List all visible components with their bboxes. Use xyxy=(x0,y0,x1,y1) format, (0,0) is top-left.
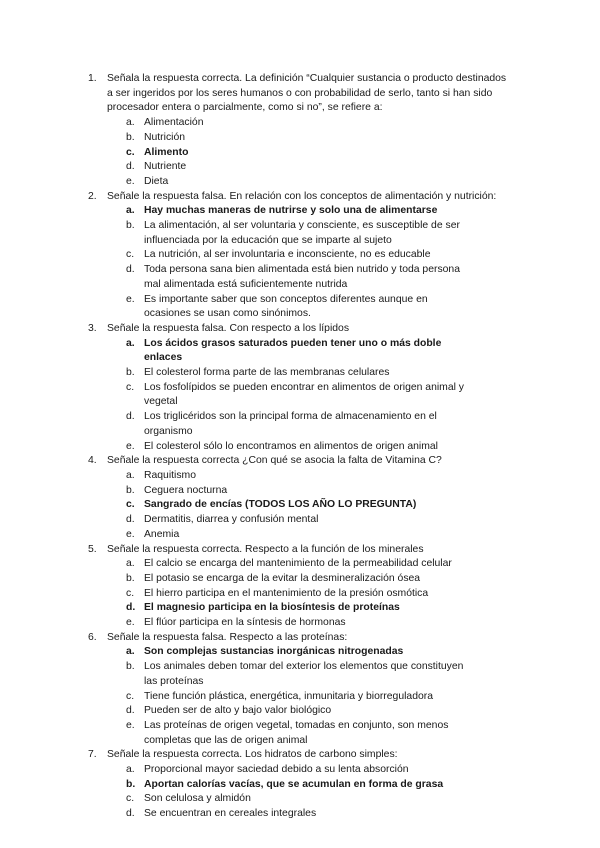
option-c-answer xyxy=(107,498,467,513)
question-number: 2. xyxy=(88,190,97,202)
option-b xyxy=(107,131,467,146)
option-c xyxy=(107,381,467,410)
option-e xyxy=(107,293,467,322)
option-text: Pueden ser de alto y bajo valor biológico xyxy=(144,705,332,717)
question-text: Señale la respuesta correcta. Los hidratos de carbono simples: xyxy=(107,749,398,761)
option-letter: a. xyxy=(126,646,135,658)
option-b xyxy=(107,366,467,381)
option-text: La alimentación, al ser voluntaria y consciente, es susceptible de ser influenciada por la educación que se imparte al sujeto xyxy=(144,220,460,246)
option-list xyxy=(107,337,467,455)
question-text: Señala la respuesta correcta. La definición “Cualquier sustancia o producto destinados a ser ingeridos por los seres humanos o con probabilidad de serlo, tanto si han sido procesador entera o parcialmente, como si no”, se refiere a: xyxy=(107,73,507,114)
option-letter: a. xyxy=(126,205,135,217)
option-letter: d. xyxy=(126,411,135,423)
option-letter: c. xyxy=(126,249,135,261)
option-e xyxy=(107,616,467,631)
option-a xyxy=(107,116,467,131)
option-a-answer xyxy=(107,204,467,219)
option-text: Los triglicéridos son la principal forma de almacenamiento en el organismo xyxy=(144,411,437,437)
option-letter: c. xyxy=(126,381,135,393)
option-letter: b. xyxy=(126,131,135,143)
option-text: Son celulosa y almidón xyxy=(144,793,251,805)
option-text: El potasio se encarga de la evitar la desmineralización ósea xyxy=(144,572,421,584)
option-a-answer xyxy=(107,337,467,366)
option-letter: b. xyxy=(126,572,135,584)
option-letter: e. xyxy=(126,617,135,629)
option-list xyxy=(107,204,467,322)
option-letter: c. xyxy=(126,499,135,511)
option-text: El hierro participa en el mantenimiento de la presión osmótica xyxy=(144,587,429,599)
option-letter: e. xyxy=(126,293,135,305)
option-letter: a. xyxy=(126,469,135,481)
option-c xyxy=(107,792,467,807)
option-text: Raquitismo xyxy=(144,469,196,481)
option-e xyxy=(107,440,467,455)
option-list xyxy=(107,763,467,822)
option-letter: d. xyxy=(126,514,135,526)
option-b-answer xyxy=(107,778,467,793)
option-letter: b. xyxy=(126,220,135,232)
question-1 xyxy=(0,72,507,190)
question-number: 4. xyxy=(88,455,97,467)
option-letter: d. xyxy=(126,808,135,820)
option-list xyxy=(107,469,467,543)
option-letter: d. xyxy=(126,705,135,717)
option-letter: d. xyxy=(126,264,135,276)
option-letter: a. xyxy=(126,764,135,776)
option-letter: a. xyxy=(126,337,135,349)
question-7 xyxy=(0,748,507,822)
option-text: Nutrición xyxy=(144,131,185,143)
option-text: Toda persona sana bien alimentada está bien nutrido y toda persona mal alimentada está suficientemente nutrida xyxy=(144,264,460,290)
question-4 xyxy=(0,454,507,542)
option-e xyxy=(107,719,467,748)
question-text: Señale la respuesta correcta. Respecto a la función de los minerales xyxy=(107,543,424,555)
question-text: Señale la respuesta falsa. En relación con los conceptos de alimentación y nutrición: xyxy=(107,190,497,202)
option-letter: c. xyxy=(126,146,135,158)
option-text: Alimentación xyxy=(144,117,204,129)
question-text: Señale la respuesta falsa. Respecto a las proteínas: xyxy=(107,631,348,643)
option-text: Es importante saber que son conceptos diferentes aunque en ocasiones se usan como sinónimos. xyxy=(144,293,428,320)
option-d xyxy=(107,704,467,719)
option-letter: c. xyxy=(126,690,135,702)
option-e xyxy=(107,175,467,190)
option-text: Se encuentran en cereales integrales xyxy=(144,808,317,820)
option-text: Alimento xyxy=(144,146,189,158)
option-text: Dermatitis, diarrea y confusión mental xyxy=(144,514,319,526)
option-letter: c. xyxy=(126,793,135,805)
option-letter: d. xyxy=(126,602,136,614)
question-3 xyxy=(0,322,507,454)
option-text: El magnesio participa en la biosíntesis de proteínas xyxy=(144,602,400,614)
question-2 xyxy=(0,190,507,322)
option-text: El colesterol sólo lo encontramos en alimentos de origen animal xyxy=(144,440,438,452)
question-number: 7. xyxy=(88,749,97,761)
option-text: El colesterol forma parte de las membranas celulares xyxy=(144,367,390,379)
option-letter: b. xyxy=(126,367,135,379)
option-letter: a. xyxy=(126,558,135,570)
question-text: Señale la respuesta correcta ¿Con qué se asocia la falta de Vitamina C? xyxy=(107,455,442,467)
option-a xyxy=(107,763,467,778)
option-e xyxy=(107,528,467,543)
option-text: Sangrado de encías (TODOS LOS AÑO LO PREGUNTA) xyxy=(144,499,417,511)
option-text: El flúor participa en la síntesis de hormonas xyxy=(144,617,346,629)
option-text: Hay muchas maneras de nutrirse y solo una de alimentarse xyxy=(144,205,438,217)
option-text: Los fosfolípidos se pueden encontrar en alimentos de origen animal y vegetal xyxy=(144,381,464,408)
option-text: Los ácidos grasos saturados pueden tener uno o más doble enlaces xyxy=(144,337,442,364)
question-number: 5. xyxy=(88,543,97,555)
option-letter: b. xyxy=(126,484,135,496)
option-letter: e. xyxy=(126,528,135,540)
option-list xyxy=(107,645,467,748)
option-text: Son complejas sustancias inorgánicas nitrogenadas xyxy=(144,646,404,658)
option-b xyxy=(107,484,467,499)
question-number: 3. xyxy=(88,322,97,334)
option-text: Las proteínas de origen vegetal, tomadas en conjunto, son menos completas que las de origen animal xyxy=(144,719,449,746)
option-letter: b. xyxy=(126,778,136,790)
option-letter: e. xyxy=(126,440,135,452)
option-text: Los animales deben tomar del exterior los elementos que constituyen las proteínas xyxy=(144,661,464,687)
option-a xyxy=(107,557,467,572)
option-d-answer xyxy=(107,601,467,616)
option-list xyxy=(107,116,467,190)
question-6 xyxy=(0,631,507,749)
option-c xyxy=(107,690,467,705)
option-text: Ceguera nocturna xyxy=(144,484,228,496)
option-text: Dieta xyxy=(144,175,169,187)
option-a xyxy=(107,469,467,484)
option-d xyxy=(107,263,467,292)
option-c xyxy=(107,248,467,263)
option-d xyxy=(107,410,467,439)
question-list xyxy=(0,72,600,822)
question-number: 1. xyxy=(88,73,97,84)
option-a-answer xyxy=(107,645,467,660)
option-c-answer xyxy=(107,146,467,161)
option-d xyxy=(107,807,467,822)
option-text: Tiene función plástica, energética, inmunitaria y biorreguladora xyxy=(144,690,433,702)
option-letter: a. xyxy=(126,117,135,129)
option-letter: c. xyxy=(126,587,135,599)
option-b xyxy=(107,572,467,587)
option-list xyxy=(107,557,467,631)
option-b xyxy=(107,660,467,689)
option-text: Proporcional mayor saciedad debido a su lenta absorción xyxy=(144,764,409,776)
option-text: Aportan calorías vacías, que se acumulan en forma de grasa xyxy=(144,778,444,790)
option-letter: e. xyxy=(126,175,135,187)
question-number: 6. xyxy=(88,631,97,643)
option-d xyxy=(107,513,467,528)
option-b xyxy=(107,219,467,248)
option-text: El calcio se encarga del mantenimiento de la permeabilidad celular xyxy=(144,558,452,570)
option-text: Anemia xyxy=(144,528,180,540)
question-text: Señale la respuesta falsa. Con respecto a los lípidos xyxy=(107,322,350,334)
option-letter: e. xyxy=(126,719,135,731)
option-c xyxy=(107,587,467,602)
option-letter: d. xyxy=(126,161,135,173)
option-text: Nutriente xyxy=(144,161,187,173)
option-text: La nutrición, al ser involuntaria e inconsciente, no es educable xyxy=(144,249,431,261)
option-letter: b. xyxy=(126,661,135,673)
option-d xyxy=(107,160,467,175)
question-5 xyxy=(0,543,507,631)
